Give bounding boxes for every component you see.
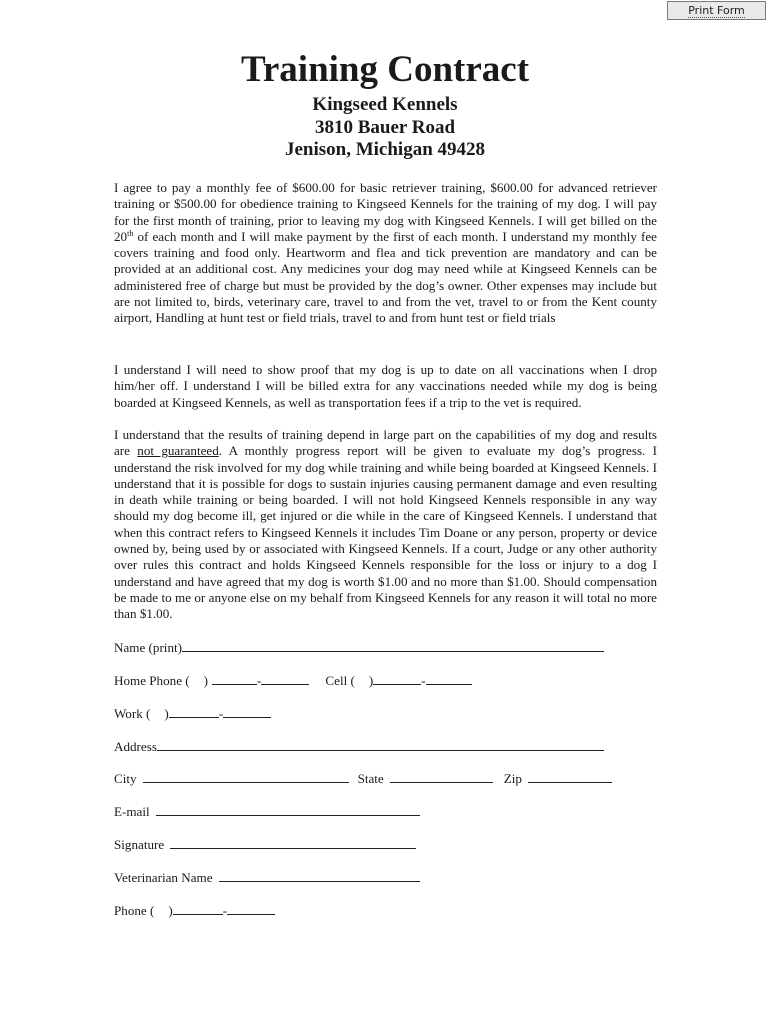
zip-field[interactable] xyxy=(528,770,612,783)
email-field[interactable] xyxy=(156,803,420,816)
signature-row xyxy=(114,836,416,853)
work-line-field[interactable] xyxy=(223,705,271,718)
work-row xyxy=(114,705,271,722)
signature-field[interactable] xyxy=(170,836,416,849)
liability-paragraph xyxy=(114,427,657,623)
payment-terms-text-b: of each month and I will make payment by the first of each month. I understand my monthly fee covers training and food only. Heartworm and flea and tick prevention are mandatory and can be provided at an additional cost. Any medicines your dog may need while at Kingseed Kennels can be administered free of charge but must be provided by the dog’s owner. Other expenses may include but are not limited to, birds, veterinary care, travel to and from the vet, travel to or from the Kent county airport, Handling at hunt test or field trials, travel to and from hunt test or field trials xyxy=(114,228,657,326)
work-prefix-field[interactable] xyxy=(169,705,219,718)
email-row xyxy=(114,803,420,820)
vet-name-row xyxy=(114,869,420,886)
signature-label: Signature xyxy=(114,837,165,852)
email-label: E-mail xyxy=(114,804,150,819)
zip-label: Zip xyxy=(503,771,522,786)
work-paren: ) xyxy=(164,706,169,721)
payment-terms-text-a: I agree to pay a monthly fee of $600.00 for basic retriever training, $600.00 for advanced retriever training or $500.00 for obedience training to Kingseed Kennels for the training of my dog. I will pay for the first month of training, prior to leaving my dog with Kingseed Kennels. I will get billed on the 20 xyxy=(114,180,657,244)
vet-name-field[interactable] xyxy=(219,869,420,882)
document-title: Training Contract xyxy=(240,49,530,90)
print-form-button[interactable] xyxy=(667,1,766,20)
address-field[interactable] xyxy=(157,738,604,751)
work-dash: - xyxy=(218,706,224,721)
not-guaranteed-text: not guaranteed xyxy=(137,443,219,459)
ordinal-suffix: th xyxy=(127,228,134,238)
city-field[interactable] xyxy=(143,770,349,783)
home-phone-paren: ) xyxy=(203,673,209,688)
name-row xyxy=(114,639,604,656)
liability-text-a: I understand that the results of training depend in large part on the capabilities of my dog and results are xyxy=(114,427,657,459)
home-phone-label: Home Phone ( xyxy=(114,673,190,688)
kennel-city: Jenison, Michigan 49428 xyxy=(284,139,486,160)
vet-phone-paren: ) xyxy=(168,903,173,918)
home-phone-prefix-field[interactable] xyxy=(212,672,257,685)
home-phone-line-field[interactable] xyxy=(261,672,309,685)
home-phone-dash: - xyxy=(257,673,262,688)
city-state-zip-row xyxy=(114,770,612,787)
work-label: Work ( xyxy=(114,706,151,721)
vet-phone-row xyxy=(114,902,275,919)
vaccination-paragraph: I understand I will need to show proof that my dog is up to date on all vaccinations when I drop him/her off. I understand I will be billed extra for any vaccinations needed while my dog is being boarded at Kingseed Kennels, as well as transportation fees if a trip to the vet is required. xyxy=(114,362,657,410)
vet-phone-label: Phone ( xyxy=(114,903,155,918)
cell-paren: ) xyxy=(368,673,374,688)
payment-terms-paragraph xyxy=(114,180,657,327)
liability-text-b: . A monthly progress report will be given to evaluate my dog’s progress. I understand the risk involved for my dog while training and while being boarded at Kingseed Kennels. I understand that it is possible for dogs to sustain injuries causing permanent damage and even resulting in death while training or being boarded. I will not hold Kingseed Kennels responsible in any way should my dog become ill, get injured or die while in the care of Kingseed Kennels. I understand that when this contract refers to Kingseed Kennels it includes Tim Doane or any person, property or device owned by, being used by or associated with Kingseed Kennels. If a court, Judge or any other authority over rules this contract and holds Kingseed Kennels responsible for the loss or injury to a dog I understand and have agreed that my dog is worth $1.00 and no more than $1.00. Should compensation be made to me or anyone else on my behalf from Kingseed Kennels for any reason it will total no more than $1.00. xyxy=(114,443,657,622)
kennel-name: Kingseed Kennels xyxy=(312,94,458,115)
phone-row xyxy=(114,672,472,689)
vet-name-label: Veterinarian Name xyxy=(114,870,213,885)
state-field[interactable] xyxy=(390,770,493,783)
city-label: City xyxy=(114,771,137,786)
cell-line-field[interactable] xyxy=(426,672,472,685)
name-label: Name (print) xyxy=(114,640,182,655)
kennel-street: 3810 Bauer Road xyxy=(314,117,456,138)
cell-dash: - xyxy=(421,673,426,688)
cell-prefix-field[interactable] xyxy=(373,672,421,685)
vet-phone-dash: - xyxy=(222,903,228,918)
vet-phone-prefix-field[interactable] xyxy=(173,902,223,915)
vet-phone-line-field[interactable] xyxy=(227,902,275,915)
address-label: Address xyxy=(114,739,157,754)
print-form-label: Print Form xyxy=(688,3,745,17)
name-field[interactable] xyxy=(182,639,604,652)
address-row xyxy=(114,738,604,755)
state-label: State xyxy=(357,771,384,786)
cell-label: Cell ( xyxy=(325,673,355,688)
